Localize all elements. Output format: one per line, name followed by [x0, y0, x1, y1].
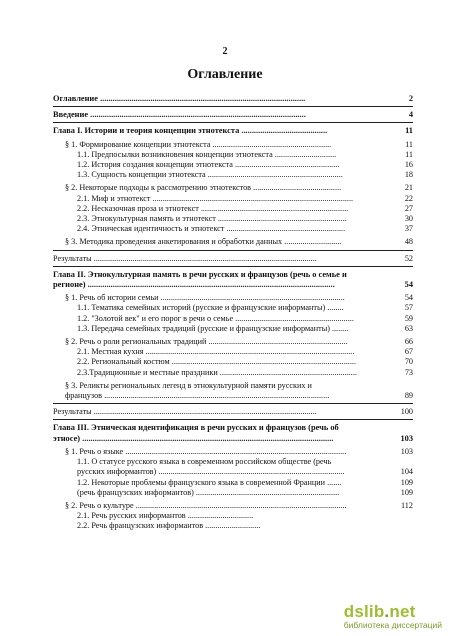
toc-entry-page: 11 — [405, 139, 413, 149]
toc-entry-label-continued: этносе) ........................................................................................................................ — [53, 433, 334, 443]
toc-entry-page: 27 — [404, 203, 413, 213]
toc-entry-label: § 3. Реликты региональных легенд в этнокультурной памяти русских и — [65, 380, 312, 390]
toc-entry-page: 22 — [404, 193, 413, 203]
toc-entry[interactable] — [53, 170, 413, 180]
toc-entry-page: 11 — [405, 149, 413, 159]
toc-entry-label: Оглавление .................................................................................................. — [53, 94, 306, 103]
toc-entry-label: § 1. Речь об истории семьи .......................................................................................... — [65, 293, 345, 303]
toc-entry-page: 54 — [404, 293, 413, 303]
toc-entry-page: 52 — [404, 253, 413, 263]
toc-entry[interactable] — [53, 150, 413, 160]
toc-divider — [53, 106, 413, 107]
toc-entry[interactable] — [53, 204, 413, 214]
toc-entry-label: 1.2. "Золотой век" и его порог в речи о семье .......................................................... — [77, 313, 354, 323]
toc-entry-label: 1.2. Некоторые проблемы французского языка в современной Франции ....... — [77, 477, 342, 487]
toc-entry-label: 2.2. Региональный костюм .......................................................................................... — [77, 357, 356, 367]
toc-divider — [53, 122, 413, 123]
toc-entry-page: 4 — [408, 110, 413, 120]
toc-entry-label: Глава II. Этнокультурная память в речи русских и французов (речь о семье и — [53, 269, 347, 279]
toc-entry[interactable] — [53, 324, 413, 334]
page-number: 2 — [222, 46, 228, 57]
toc-entry[interactable] — [53, 237, 413, 247]
toc-entry[interactable] — [53, 337, 413, 347]
toc-entry[interactable] — [53, 110, 413, 120]
toc-entry-label: Результаты ............................................................................................................. — [53, 407, 317, 417]
toc-entry-label-continued: регионе) ...................................................................................................................... — [53, 280, 335, 290]
toc-entry-page: 21 — [404, 183, 413, 193]
toc-entry-page: 48 — [404, 237, 413, 247]
toc-entry-page: 109 — [400, 487, 413, 497]
toc-entry-label: 2.2. Несказочная проза и этнотекст ........................................................................ — [77, 203, 349, 213]
toc-entry-page: 57 — [404, 303, 413, 313]
toc-entry-page: 112 — [401, 500, 413, 510]
toc-entry-label: § 2. Речь о культуре ....................................................................................................... — [65, 500, 347, 510]
toc-entry-page: 18 — [404, 170, 413, 180]
toc-entry-label: 2.3. Этнокультурная память и этнотекст ............................................................... — [77, 214, 347, 224]
toc-entry-label: Введение ....................................................................................................... — [53, 110, 306, 120]
toc-entry-page: 63 — [404, 323, 413, 333]
toc-entry[interactable] — [53, 224, 413, 234]
toc-entry[interactable] — [53, 357, 413, 367]
toc-entry-label: 1.1. О статусе русского языка в современном российском обществе (речь — [77, 457, 332, 467]
toc-entry-page: 16 — [404, 160, 413, 170]
toc-entry-page: 54 — [404, 280, 413, 290]
toc-entry-page: 67 — [404, 347, 413, 357]
toc-entry-page: 66 — [404, 337, 413, 347]
toc-entry-label-continued: русских информантов) ........................................................................................... — [77, 467, 345, 477]
toc-entry[interactable] — [53, 293, 413, 303]
toc-divider — [53, 403, 413, 404]
toc-entry[interactable] — [53, 160, 413, 170]
toc-entry[interactable] — [53, 347, 413, 357]
toc-entry[interactable] — [53, 183, 413, 193]
toc-entry-label-continued: (речь французских информантов) ...................................................................... — [77, 487, 340, 497]
toc-divider — [53, 266, 413, 267]
watermark — [344, 602, 442, 630]
toc-entry-page: 11 — [405, 126, 413, 136]
toc-entry[interactable] — [53, 407, 413, 417]
toc-entry-page: 2 — [408, 94, 413, 103]
toc-entry[interactable] — [53, 521, 413, 531]
toc-entry-label: 2.1. Местная кухня ...................................................................................................... — [77, 347, 355, 357]
toc-entry-label: 2.4. Этническая идентичность и этнотекст .......................................................... — [77, 224, 346, 234]
toc-entry[interactable] — [53, 94, 413, 104]
toc-entry-label: § 3. Методика проведения анкетирования и обработки данных ............................ — [65, 237, 342, 247]
page-title: Оглавление — [187, 67, 263, 82]
toc-entry[interactable] — [53, 126, 413, 136]
toc-divider — [53, 250, 413, 251]
toc-entry[interactable] — [53, 270, 413, 290]
toc-entry-label: 2.1. Речь русских информантов ................................ — [77, 511, 254, 521]
toc-entry-page: 73 — [404, 367, 413, 377]
watermark-subtitle: библиотека диссертаций — [343, 620, 442, 630]
toc-entry-page: 103 — [400, 446, 413, 456]
toc-entry-page: 103 — [400, 433, 413, 443]
toc-entry-page: 104 — [400, 467, 413, 477]
toc-entry-label: 2.2. Речь французских информантов ........................... — [77, 521, 261, 531]
toc-entry-label: 1.1. Предпосылки возникновения концепции этнотекста .............................. — [77, 149, 337, 159]
toc-entry-label: 2.3.Традиционные и местные праздники ................................................................... — [77, 367, 357, 377]
toc-entry-label: 1.2. История создания концепции этнотекста ................................................... — [77, 160, 340, 170]
watermark-logo: dslib.net — [343, 602, 416, 621]
toc-entry[interactable] — [53, 214, 413, 224]
toc-entry-page: 109 — [400, 477, 413, 487]
toc-entry-page: 59 — [404, 313, 413, 323]
toc-entry-page: 70 — [404, 357, 413, 367]
toc-entry-label: § 2. Некоторые подходы к рассмотрению этнотекстов ........................................... — [65, 183, 342, 193]
toc-entry-label: 1.3. Сущность концепции этнотекста .................................................................. — [77, 170, 343, 180]
toc-entry-label: Глава I. Истории и теория концепции этнотекста ......................................... — [53, 126, 328, 136]
toc-entry-label: § 1. Формирование концепции этнотекста .......................................................... — [65, 139, 332, 149]
toc-entry-label: 1.1. Тематика семейных историй (русские и французские информанты) ........ — [77, 303, 344, 313]
toc-entry-label: 1.3. Передача семейных традиций (русские и французские информанты) ........ — [77, 323, 349, 333]
toc-entry[interactable] — [53, 457, 413, 477]
toc-entry-label: § 2. Речь о роли региональных традиций .................................................................... — [65, 337, 348, 347]
toc-divider — [53, 419, 413, 420]
toc-entry[interactable] — [53, 140, 413, 150]
table-of-contents — [53, 94, 413, 532]
toc-entry[interactable] — [53, 423, 413, 443]
toc-entry-label: § 1. Речь о языке ............................................................................................................ — [65, 446, 347, 456]
toc-entry[interactable] — [53, 314, 413, 324]
toc-entry-page: 100 — [400, 407, 413, 417]
toc-entry[interactable] — [53, 381, 413, 401]
toc-entry[interactable] — [53, 254, 413, 264]
toc-entry-label: Результаты ............................................................................................................. — [53, 253, 317, 263]
toc-entry-page: 89 — [404, 391, 413, 401]
toc-entry-page: 30 — [404, 214, 413, 224]
toc-entry-label: Глава III. Этническая идентификация в речи русских и французов (речь об — [53, 423, 339, 433]
toc-entry[interactable] — [53, 194, 413, 204]
toc-entry[interactable] — [53, 511, 413, 521]
toc-entry[interactable] — [53, 447, 413, 457]
toc-entry-page: 37 — [404, 224, 413, 234]
toc-entry[interactable] — [53, 368, 413, 378]
toc-entry[interactable] — [53, 303, 413, 313]
toc-entry-label-continued: французов .............................................................................................................. — [65, 391, 330, 401]
toc-entry[interactable] — [53, 478, 413, 498]
toc-entry-label: 2.1. Миф и этнотекст .................................................................................................. — [77, 193, 354, 203]
toc-entry[interactable] — [53, 501, 413, 511]
